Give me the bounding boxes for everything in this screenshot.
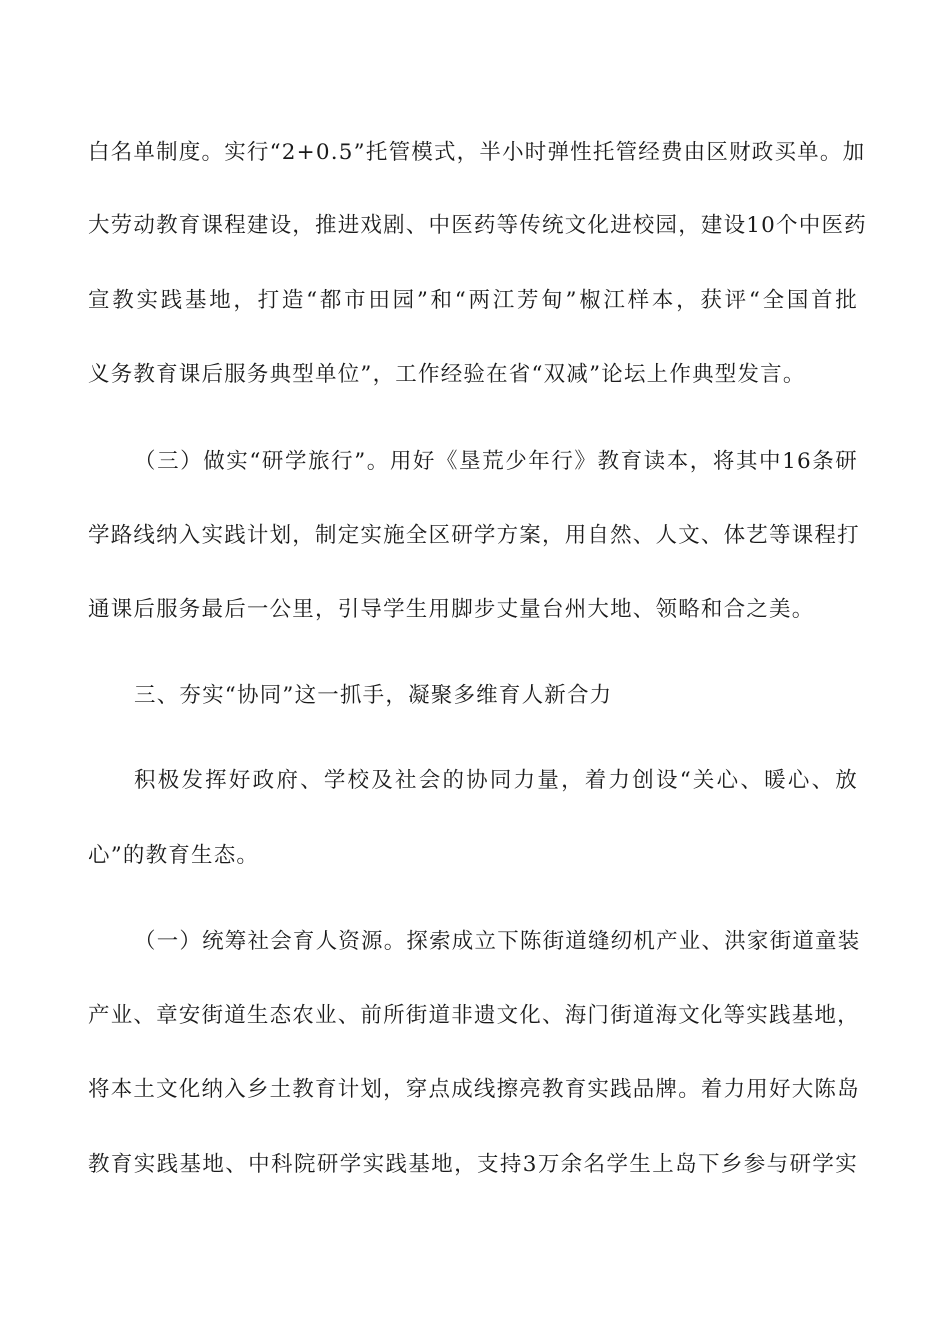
text-line: 心”的教育生态。 [88, 843, 260, 868]
text-line: 学路线纳入实践计划，制定实施全区研学方案，用自然、人文、体艺等课程打 [88, 523, 860, 548]
text-line: 教育实践基地、中科院研学实践基地，支持3万余名学生上岛下乡参与研学实 [88, 1152, 858, 1177]
text-line: 宣教实践基地，打造“都市田园”和“两江芳甸”椒江样本，获评“全国首批 [88, 288, 858, 313]
section-heading: 三、夯实“协同”这一抓手，凝聚多维育人新合力 [134, 683, 613, 708]
section-heading-paragraph: （一）统筹社会育人资源。探索成立下陈街道缝纫机产业、洪家街道童装 [134, 929, 861, 954]
text-line: 白名单制度。实行“2+0.5”托管模式，半小时弹性托管经费由区财政买单。加 [88, 140, 866, 165]
text-line: 将本土文化纳入乡土教育计划，穿点成线擦亮教育实践品牌。着力用好大陈岛 [88, 1077, 860, 1102]
text-line: 产业、章安街道生态农业、前所街道非遗文化、海门街道海文化等实践基地， [88, 1003, 860, 1028]
text-line: 义务教育课后服务典型单位”，工作经验在省“双减”论坛上作典型发言。 [88, 362, 806, 387]
section-heading-paragraph: （三）做实“研学旅行”。用好《垦荒少年行》教育读本，将其中16条研 [134, 449, 858, 474]
text-line: 大劳动教育课程建设，推进戏剧、中医药等传统文化进校园，建设10个中医药 [88, 213, 867, 238]
text-line: 通课后服务最后一公里，引导学生用脚步丈量台州大地、领略和合之美。 [88, 597, 815, 622]
text-line: 积极发挥好政府、学校及社会的协同力量，着力创设“关心、暖心、放 [134, 768, 858, 793]
